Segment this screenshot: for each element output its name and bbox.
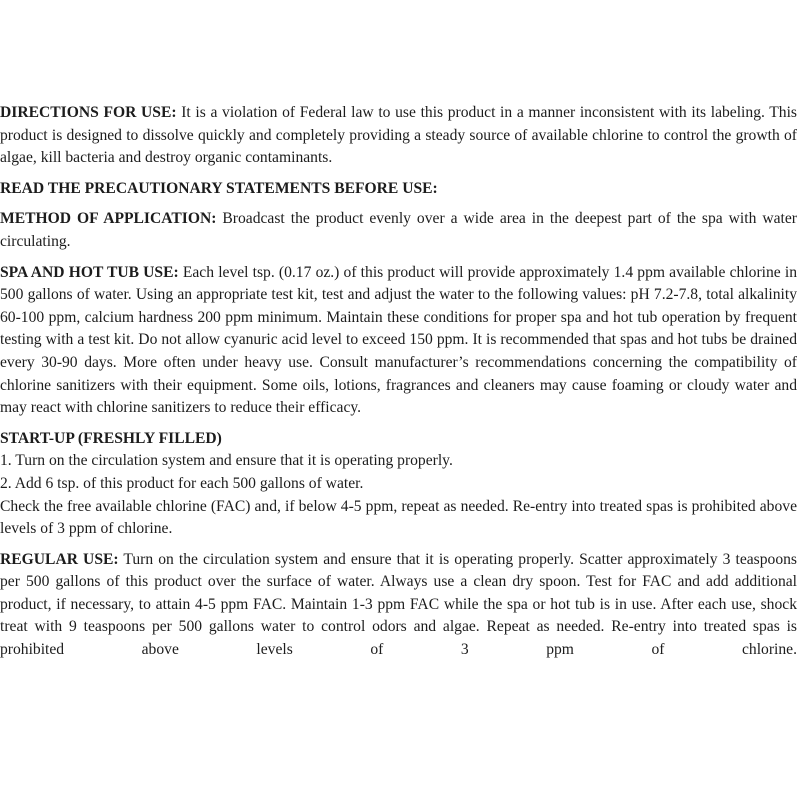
precautionary-statements-heading: READ THE PRECAUTIONARY STATEMENTS BEFORE USE: bbox=[0, 179, 438, 197]
directions-for-use-text: It is a violation of Federal law to use this product in a manner inconsistent with its labeling. This product is designed to dissolve quickly and completely providing a steady source of available chlorine to control the growth of algae, kill bacteria and destroy organic contaminants. bbox=[0, 104, 797, 167]
spa-and-hot-tub-use-text: Each level tsp. (0.17 oz.) of this product will provide approximately 1.4 ppm available chlorine in 500 gallons of water. Using an appropriate test kit, test and adjust the water to the following values: pH 7.2-7.8, total alkalinity 60-100 ppm, calcium hardness 200 ppm minimum. Maintain these conditions for proper spa and hot tub operation by frequent testing with a test kit. Do not allow cyanuric acid level to exceed 150 ppm. It is recommended that spas and hot tubs be drained every 30-90 days. More often under heavy use. Consult manufacturer’s recommendations concerning the compatibility of chlorine sanitizers with their equipment. Some oils, lotions, fragrances and cleaners may cause foaming or cloudy water and may react with chlorine sanitizers to reduce their efficacy. bbox=[0, 263, 797, 417]
product-label-directions bbox=[0, 102, 797, 662]
directions-for-use-heading: DIRECTIONS FOR USE: bbox=[0, 104, 177, 121]
start-up-note: Check the free available chlorine (FAC) and, if below 4-5 ppm, repeat as needed. Re-entry into treated spas is prohibited above levels of 3 ppm of chlorine. bbox=[0, 497, 797, 538]
start-up-step-2: 2. Add 6 tsp. of this product for each 500 gallons of water. bbox=[0, 474, 364, 492]
regular-use-text: Turn on the circulation system and ensure that it is operating properly. Scatter approximately 3 teaspoons per 500 gallons of this product over the surface of water. Always use a clean dry spoon. Test for FAC and add additional product, if necessary, to attain 4-5 ppm FAC. Maintain 1-3 ppm FAC while the spa or hot tub is in use. After each use, shock treat with 9 teaspoons per 500 gallons water to control odors and algae. Repeat as needed. Re-entry into treated spas is prohibited above levels of 3 ppm of chlorine. bbox=[0, 550, 797, 659]
regular-use-heading: REGULAR USE: bbox=[0, 550, 119, 568]
start-up-heading: START-UP (FRESHLY FILLED) bbox=[0, 429, 222, 447]
method-of-application-section bbox=[0, 208, 797, 253]
directions-for-use-section bbox=[0, 102, 797, 170]
regular-use-section bbox=[0, 549, 797, 662]
method-of-application-heading: METHOD OF APPLICATION: bbox=[0, 210, 217, 228]
start-up-step-1: 1. Turn on the circulation system and ensure that it is operating properly. bbox=[0, 452, 453, 470]
spa-and-hot-tub-use-heading: SPA AND HOT TUB USE: bbox=[0, 263, 179, 281]
method-of-application-text: Broadcast the product evenly over a wide area in the deepest part of the spa with water circulating. bbox=[0, 210, 797, 250]
spa-and-hot-tub-use-section bbox=[0, 262, 797, 420]
start-up-section bbox=[0, 428, 797, 541]
